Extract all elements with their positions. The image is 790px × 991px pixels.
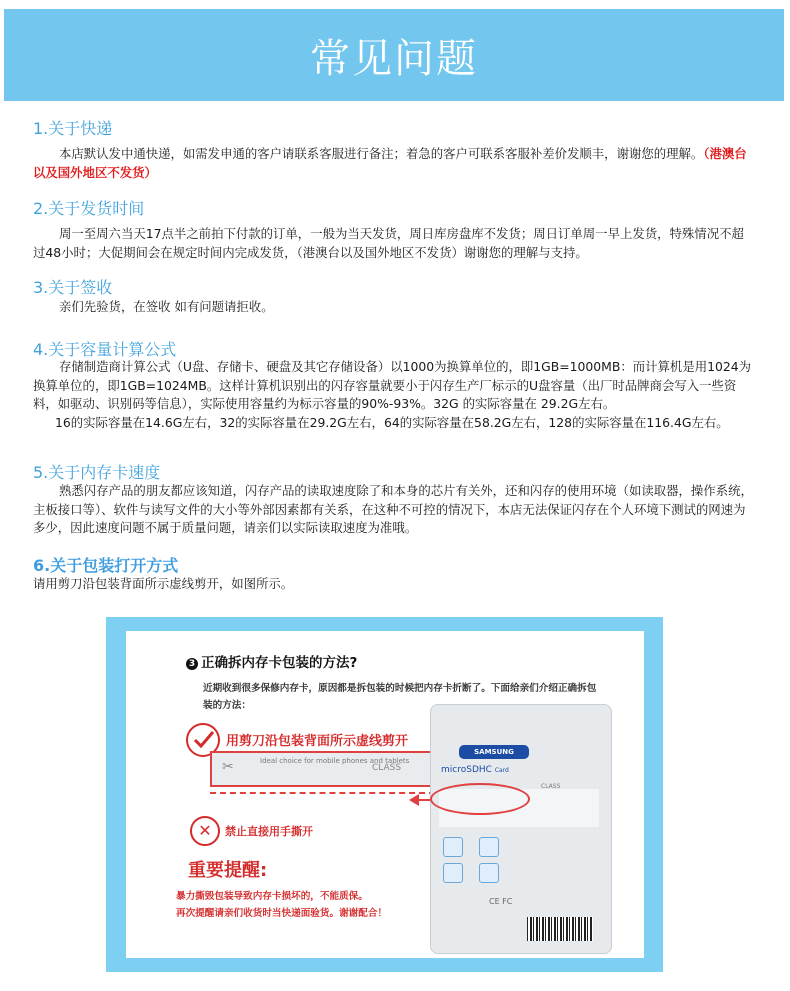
capacity-examples: 16的实际容量在14.6G左右，32的实际容量在29.2G左右，64的实际容量在58.2G左右，128的实际容量在116.4G左右。	[55, 414, 729, 430]
brand-logo: SAMSUNG	[459, 745, 529, 759]
section-body-shipping	[33, 145, 753, 182]
illustration-description: 近期收到很多保修内存卡，原因都是拆包装的时候把内存卡折断了。下面给亲们介绍正确拆包装的方法：	[203, 683, 597, 711]
section-heading-capacity: 4.关于容量计算公式	[33, 340, 177, 359]
delivery-time-text: 周一至周六当天17点半之前拍下付款的订单，一般为当天发货，周日库房盘库不发货；周日订单周一早上发货，特殊情况不超过48小时；大促期间会在规定时间内完成发货，（港澳台以及国外地区不发货）谢谢您的理解与支持。	[33, 226, 744, 260]
illustration-panel	[126, 631, 644, 958]
feature-icon	[479, 863, 499, 883]
important-heading: 重要提醒:	[188, 860, 268, 881]
section-body-capacity	[33, 358, 753, 432]
feature-icon	[443, 837, 463, 857]
arrow-left-icon	[409, 794, 419, 806]
section-body-packaging	[33, 575, 753, 594]
package-strip	[210, 751, 439, 787]
feature-icon	[443, 863, 463, 883]
capacity-text: 存储制造商计算公式（U盘、存储卡、硬盘及其它存储设备）以1000为换算单位的，即1GB=1000MB：而计算机是用1024为换算单位的，即1GB=1024MB。这样计算机识别出的闪存容量就要小于闪存生产厂标示的U盘容量（出厂时品牌商会写入一些资料，如驱动、识别码等信息），实际使用容量约为标示容量的90%-93%。32G 的实际容量在 29.2G左右。	[33, 359, 752, 411]
packaging-text: 请用剪刀沿包装背面所示虚线剪开，如图所示。	[33, 576, 294, 591]
section-heading-delivery-time: 2.关于发货时间	[33, 199, 145, 218]
strip-class-label: CLASS	[372, 763, 402, 773]
shipping-text: 本店默认发中通快递，如需发申通的客户请联系客服进行备注；着急的客户可联系客服补差价发顺丰，谢谢您的理解。	[59, 146, 704, 161]
feature-icon	[479, 837, 499, 857]
card-model: microSDHC	[441, 765, 492, 775]
section-body-signing	[33, 298, 753, 317]
section-heading-speed: 5.关于内存卡速度	[33, 463, 161, 482]
section-heading-shipping: 1.关于快递	[33, 119, 113, 138]
warning-text	[176, 888, 387, 922]
card-model-suffix: Card	[494, 767, 509, 774]
signing-text: 亲们先验货，在签收 如有问题请拒收。	[59, 299, 274, 314]
cut-line	[210, 792, 435, 794]
scissors-icon: ✂	[222, 759, 234, 775]
section-heading-packaging: 6.关于包装打开方式	[33, 556, 179, 575]
warning-line-1: 暴力撕毁包装导致内存卡损坏的，不能质保。	[176, 891, 368, 902]
wrong-method-label: 禁止直接用手撕开	[225, 825, 313, 838]
memory-card-package	[430, 704, 612, 954]
barcode-icon	[527, 917, 593, 941]
header-banner	[4, 9, 784, 101]
section-body-delivery-time	[33, 225, 753, 262]
step-number-badge: 3	[186, 658, 198, 670]
page-title: 常见问题	[310, 35, 478, 82]
card-class-label: CLASS	[541, 783, 561, 790]
warning-line-2: 再次提醒请亲们收货时当快递面验货。谢谢配合！	[176, 908, 388, 919]
speed-text: 熟悉闪存产品的朋友都应该知道，闪存产品的读取速度除了和本身的芯片有关外，还和闪存的使用环境（如读取器，操作系统，主板接口等）、软件与读写文件的大小等外部因素都有关系，在这种不可控的情况下，本店无法保证闪存在个人环境下测试的网速为多少，因此速度问题不属于质量问题，请亲们以实际读取速度为准哦。	[33, 483, 753, 535]
card-model-line	[441, 765, 509, 775]
section-body-speed	[33, 482, 753, 538]
cut-highlight-ellipse	[430, 783, 530, 815]
certification-marks: CE FC	[489, 897, 513, 906]
illustration-title-text: 正确拆内存卡包装的方法?	[201, 655, 358, 671]
correct-method-label: 用剪刀沿包装背面所示虚线剪开	[226, 734, 409, 749]
strip-text: Ideal choice for mobile phones and tablets	[260, 757, 410, 765]
illustration-title	[186, 651, 357, 671]
shipping-region-note: （港澳台以及国外地区不发货）	[33, 146, 747, 180]
section-heading-signing: 3.关于签收	[33, 278, 113, 297]
cross-icon: ✕	[190, 816, 220, 846]
packaging-illustration	[106, 617, 663, 972]
